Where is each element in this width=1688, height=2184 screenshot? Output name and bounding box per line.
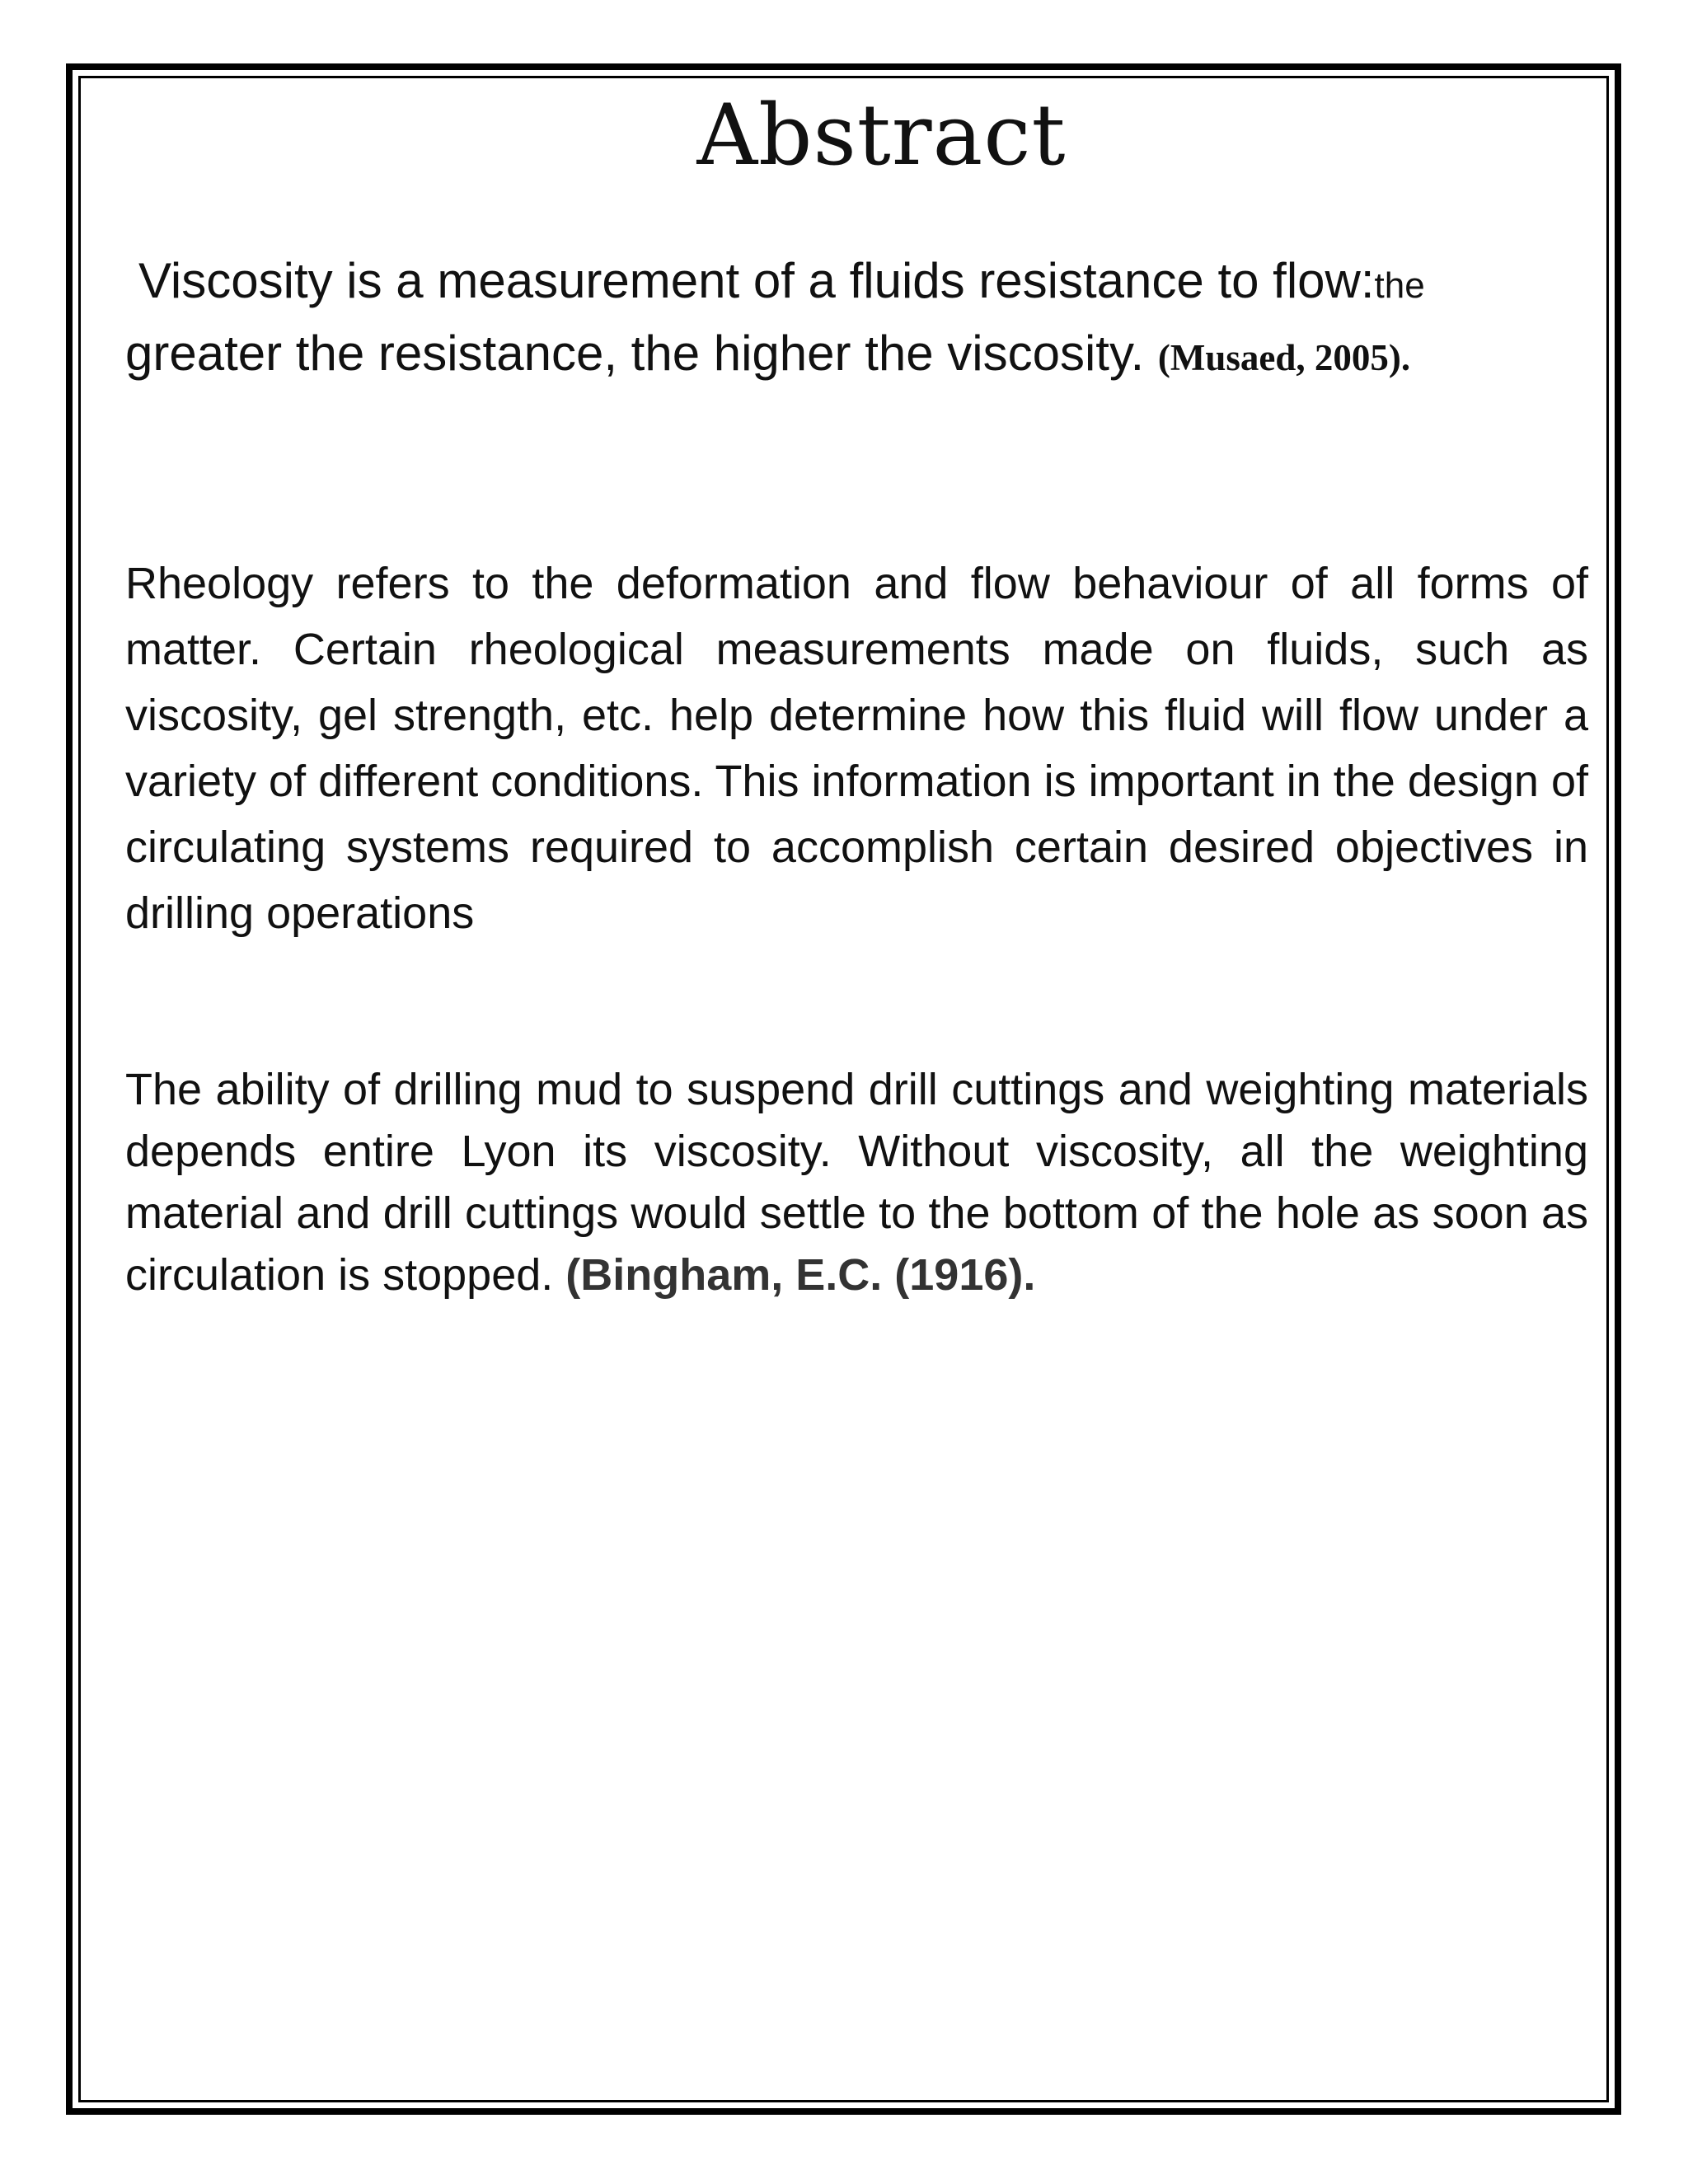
musaed-citation: (Musaed, 2005). xyxy=(1157,337,1411,378)
document-body xyxy=(125,82,1588,1300)
drilling-mud-paragraph xyxy=(125,1059,1588,1306)
viscosity-paragraph xyxy=(125,247,1588,391)
bingham-citation: (Bingham, E.C. (1916). xyxy=(565,1250,1036,1300)
viscosity-text-a: Viscosity is a measurement of a fluids resistance to flow: xyxy=(138,253,1375,308)
viscosity-text-b: the xyxy=(1374,265,1425,306)
drilling-mud-text: The ability of drilling mud to suspend drill cuttings and weighting materials depends entire Lyon its viscosity. Without viscosity, all the weighting material and drill cuttings would settle to the bottom of the hole as soon as circulation is stopped. xyxy=(125,1065,1588,1300)
page-title: Abstract xyxy=(696,87,1067,185)
viscosity-text-c: greater the resistance, the higher the viscosity. xyxy=(125,326,1158,381)
rheology-paragraph: Rheology refers to the deformation and flow behaviour of all forms of matter. Certain rheological measurements made on fluids, such as viscosity, gel strength, etc. help determine how this fluid will flow under a variety of different conditions. This information is important in the design of circulating systems required to accomplish certain desired objectives in drilling operations xyxy=(125,559,1588,938)
